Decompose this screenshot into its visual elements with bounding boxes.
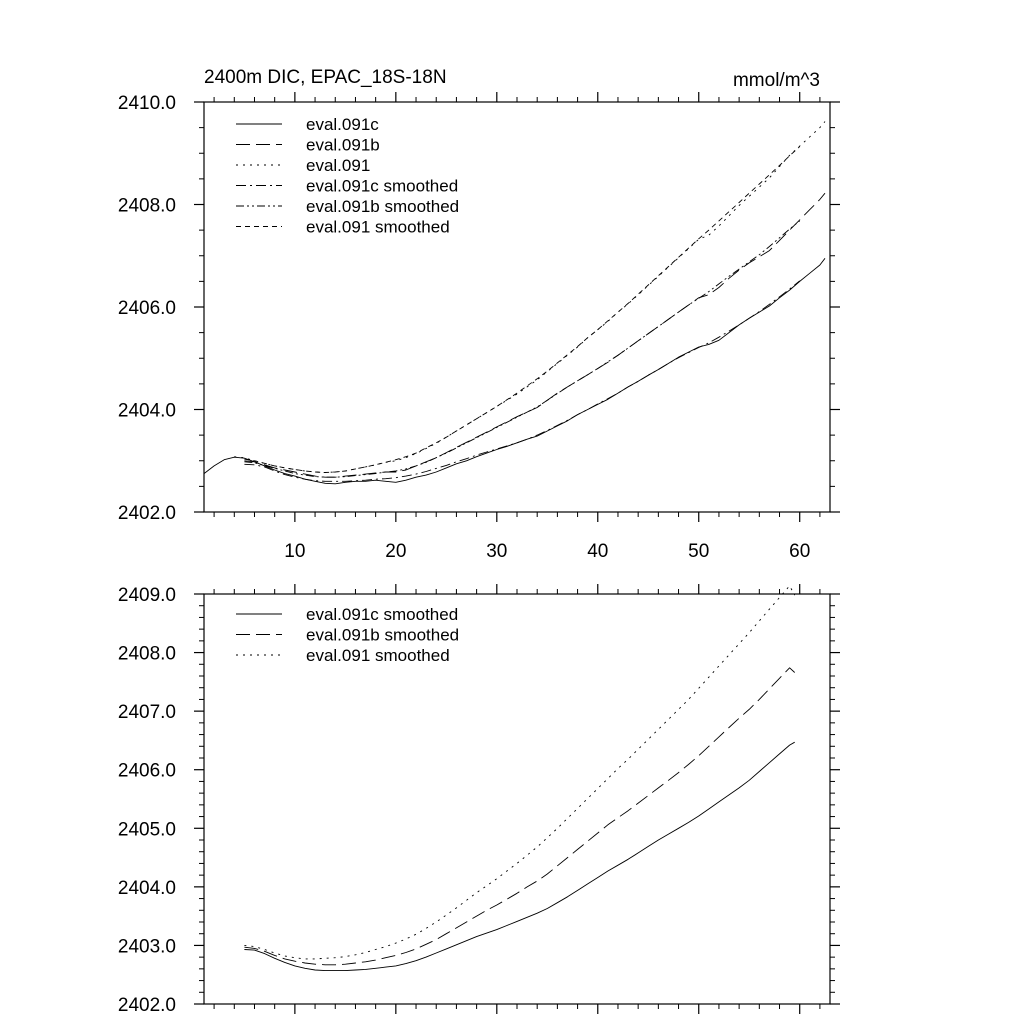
top-ytick-label: 2406.0 — [117, 298, 176, 319]
top-ytick-label: 2410.0 — [117, 93, 176, 114]
top-ytick-label: 2402.0 — [117, 503, 176, 524]
top-xtick-label: 50 — [688, 541, 710, 562]
top-legend-label: eval.091 — [306, 156, 371, 175]
top-legend-label: eval.091c — [306, 115, 379, 134]
bottom-ytick-label: 2409.0 — [117, 585, 176, 606]
bottom-legend-label: eval.091 smoothed — [306, 646, 450, 665]
bottom-ytick-label: 2404.0 — [117, 877, 176, 899]
top-ytick-label: 2408.0 — [117, 195, 176, 217]
bottom-ytick-label: 2402.0 — [117, 995, 176, 1016]
top-xtick-label: 10 — [284, 541, 306, 562]
bottom-legend-label: eval.091c smoothed — [306, 605, 459, 624]
top-legend-label: eval.091 smoothed — [306, 217, 450, 237]
top-legend-label: eval.091c smoothed — [306, 176, 459, 196]
top-xtick-label: 40 — [587, 541, 609, 562]
top-xtick-label: 30 — [486, 541, 508, 562]
top-legend-label: eval.091b smoothed — [306, 197, 460, 216]
top-legend-label: eval.091b — [306, 135, 380, 155]
top-panel-units: mmol/m^3 — [732, 70, 820, 91]
top-xtick-label: 20 — [385, 541, 407, 562]
bottom-ytick-label: 2406.0 — [117, 760, 176, 782]
bottom-ytick-label: 2407.0 — [117, 702, 176, 724]
bottom-ytick-label: 2403.0 — [117, 936, 176, 958]
top-panel-title: 2400m DIC, EPAC_18S-18N — [204, 67, 447, 88]
top-xtick-label: 60 — [789, 541, 811, 562]
bottom-legend-label: eval.091b smoothed — [306, 625, 460, 645]
bottom-ytick-label: 2405.0 — [117, 819, 176, 841]
bottom-ytick-label: 2408.0 — [117, 643, 176, 665]
top-ytick-label: 2404.0 — [117, 400, 176, 422]
